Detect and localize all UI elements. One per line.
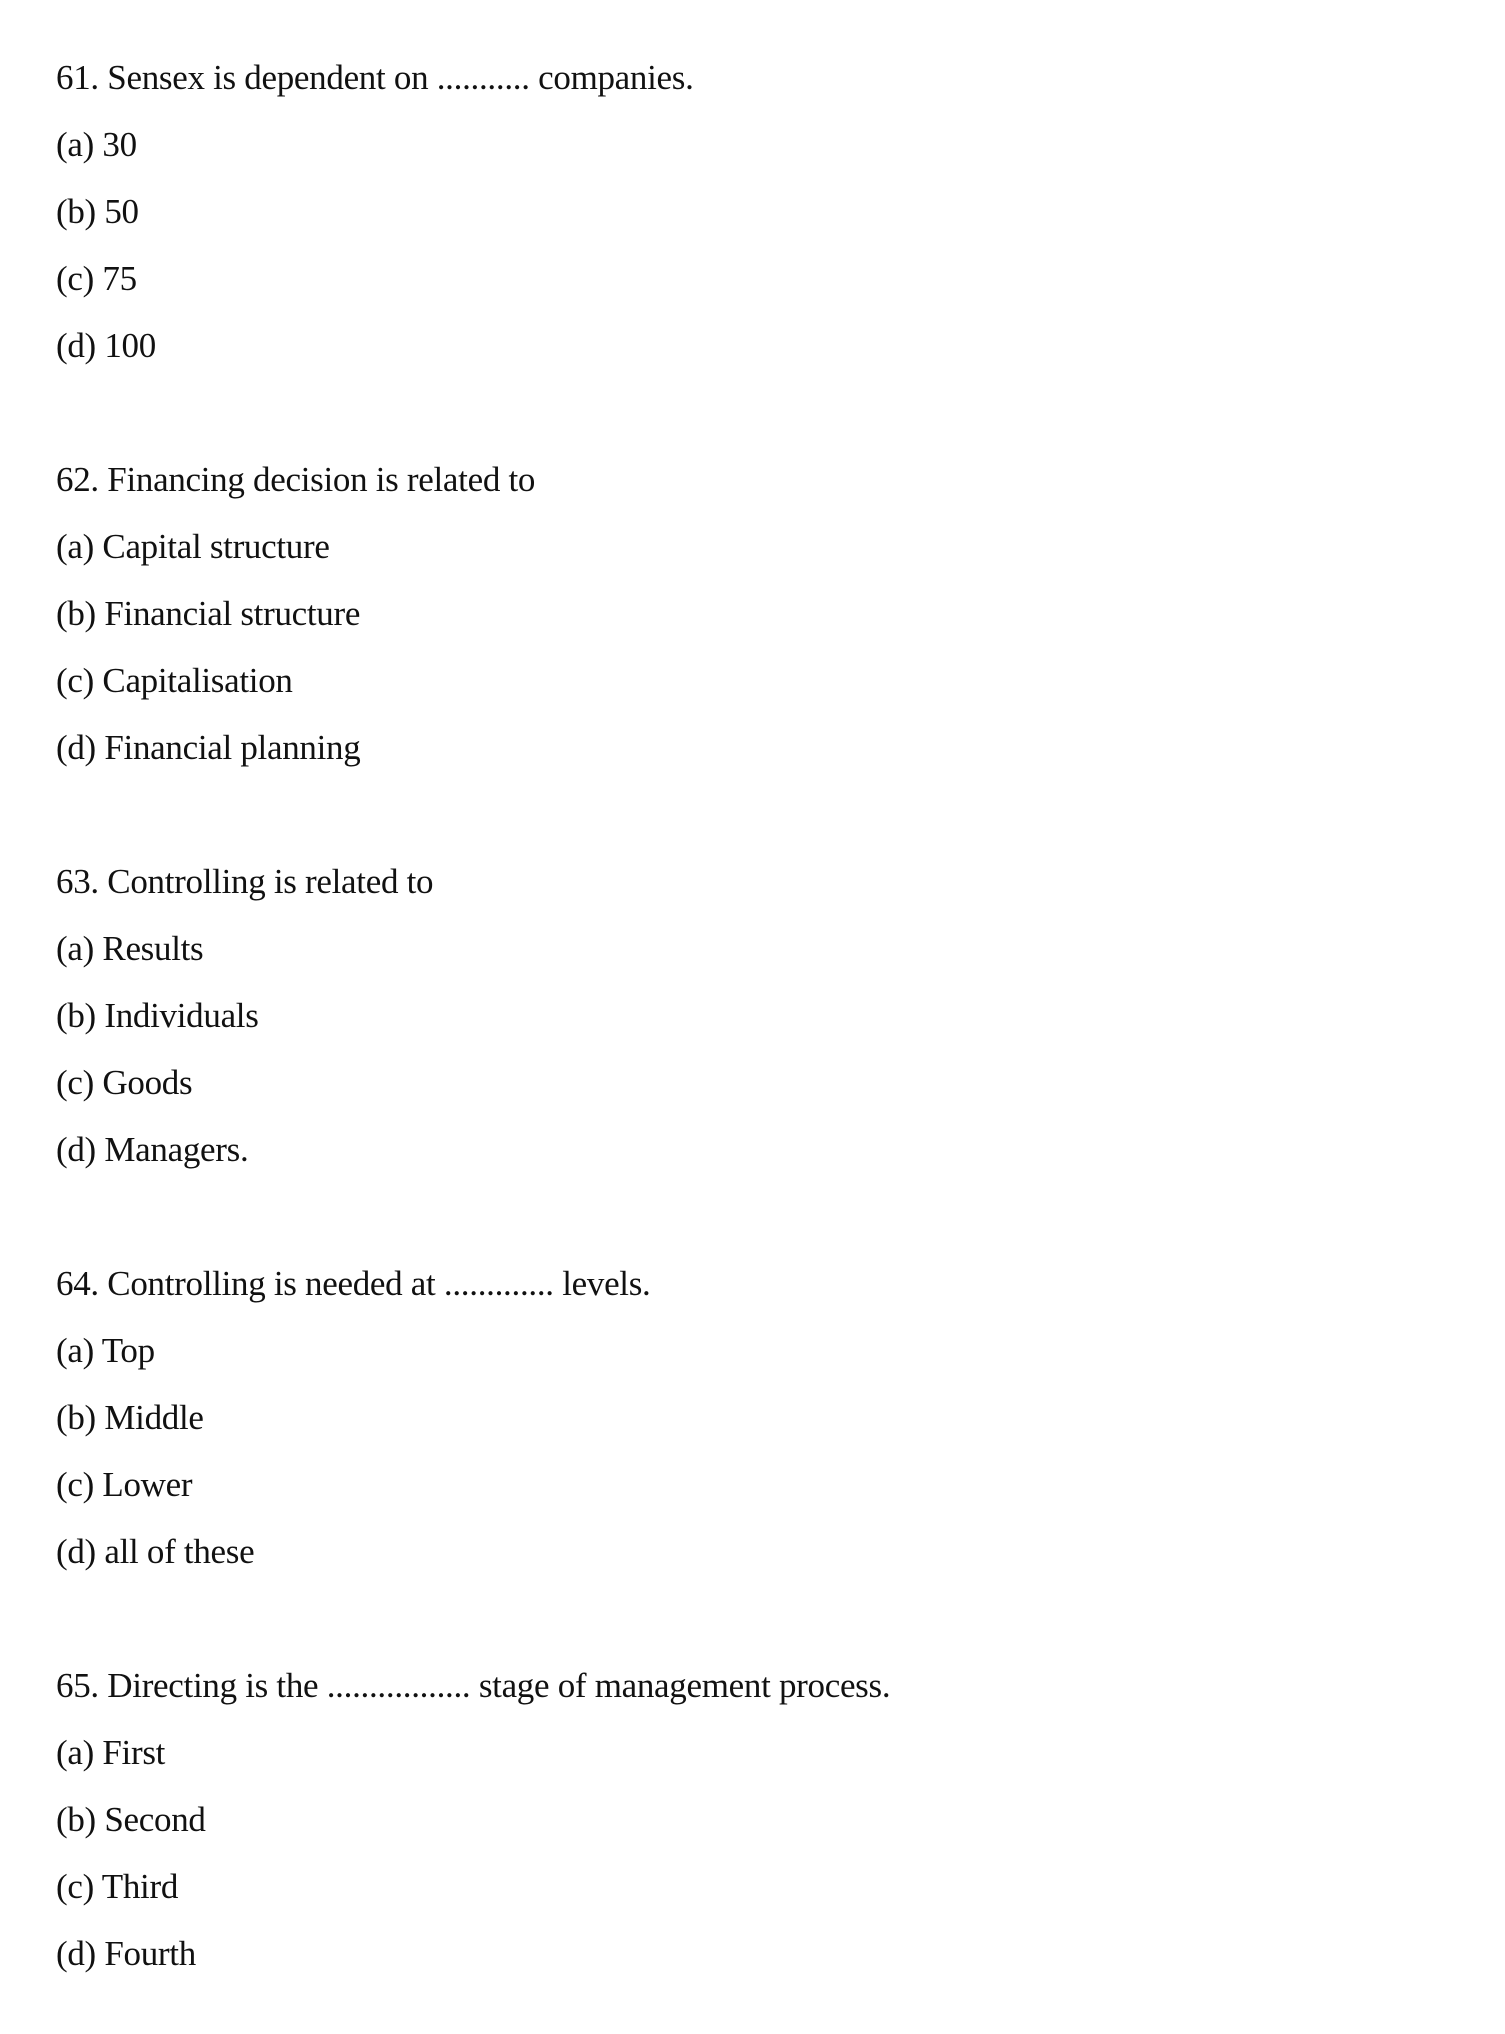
question-block (56, 446, 535, 781)
question-block (56, 1250, 651, 1585)
answer-option: (b) 50 (56, 192, 139, 231)
answer-option: (a) Results (56, 929, 204, 968)
question-text: 63. Controlling is related to (56, 862, 434, 901)
answer-option: (b) Individuals (56, 996, 259, 1035)
question-block (56, 44, 694, 379)
answer-option: (b) Second (56, 1800, 206, 1839)
answer-option: (a) 30 (56, 125, 137, 164)
answer-option: (c) Capitalisation (56, 661, 293, 700)
answer-option: (d) all of these (56, 1532, 255, 1571)
answer-option: (d) 100 (56, 326, 156, 365)
answer-option: (d) Managers. (56, 1130, 249, 1169)
question-text: 61. Sensex is dependent on ........... companies. (56, 58, 694, 97)
answer-option: (d) Financial planning (56, 728, 361, 767)
answer-option: (a) First (56, 1733, 166, 1772)
answer-option: (c) Third (56, 1867, 179, 1906)
question-block (56, 848, 433, 1183)
question-text: 64. Controlling is needed at ............. levels. (56, 1264, 651, 1303)
question-text: 62. Financing decision is related to (56, 460, 536, 499)
answer-option: (a) Top (56, 1331, 155, 1370)
question-text: 65. Directing is the ................. stage of management process. (56, 1666, 891, 1705)
answer-option: (a) Capital structure (56, 527, 330, 566)
answer-option: (d) Fourth (56, 1934, 196, 1973)
answer-option: (b) Financial structure (56, 594, 361, 633)
answer-option: (c) Lower (56, 1465, 193, 1504)
answer-option: (c) 75 (56, 259, 137, 298)
answer-option: (c) Goods (56, 1063, 193, 1102)
answer-option: (b) Middle (56, 1398, 204, 1437)
question-block (56, 1652, 890, 1987)
